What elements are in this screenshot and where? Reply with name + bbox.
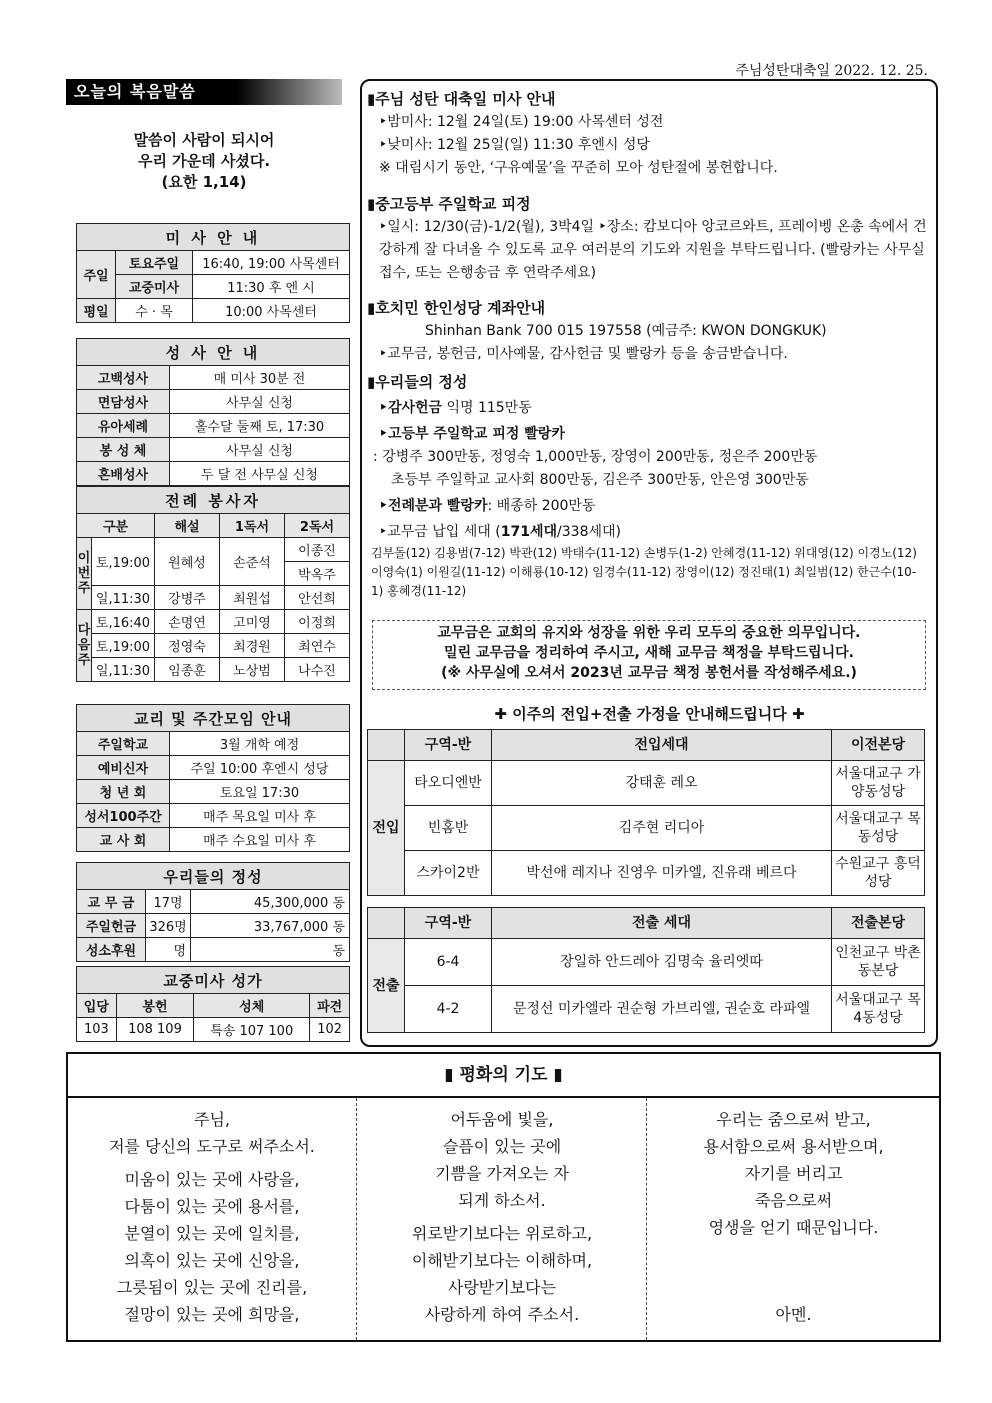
mass-time: 11:30 후 엔 시 bbox=[193, 275, 350, 299]
gifts-notice bbox=[367, 371, 932, 601]
offering-count: 326명 bbox=[146, 914, 191, 938]
notice-line: ※ 대림시기 동안, ‘구유예물’을 꾸준히 모아 성탄절에 봉헌합니다. bbox=[379, 160, 778, 176]
server-reader2: 박옥주 bbox=[285, 562, 350, 586]
server-time: 토,19:00 bbox=[92, 634, 155, 658]
dues-total: /338세대) bbox=[557, 524, 621, 540]
peace-prayer-box bbox=[66, 1052, 941, 1342]
server-reader1: 고미영 bbox=[220, 610, 285, 634]
move-out-col-header: 전출본당 bbox=[832, 908, 925, 939]
offering-amount: 동 bbox=[191, 938, 350, 962]
prayer-line: 되게 하소서. bbox=[458, 1191, 546, 1210]
prayer-line: 절망이 있는 곳에 희망을, bbox=[124, 1305, 300, 1324]
move-parish: 서울대교구 목4동성당 bbox=[832, 986, 925, 1033]
next-week-label: 다음주 bbox=[77, 610, 92, 682]
sacrament-kind: 혼배성사 bbox=[77, 462, 170, 486]
gifts-title: ▮우리들의 정성 bbox=[367, 373, 468, 391]
this-week-label: 이번주 bbox=[77, 538, 92, 610]
group-info: 토요일 17:30 bbox=[170, 780, 350, 804]
move-zone: 4-2 bbox=[405, 986, 492, 1033]
sacrament-info: 사무실 신청 bbox=[170, 438, 350, 462]
offering-amount: 33,767,000 동 bbox=[191, 914, 350, 938]
move-family: 문정선 미카엘라 권순형 가브리엘, 권순호 라파엘 bbox=[492, 986, 832, 1033]
bulletin-date: 주님성탄대축일 2022. 12. 25. bbox=[735, 63, 928, 79]
server-commentator: 강병주 bbox=[155, 586, 220, 610]
prayer-line: 용서함으로써 용서받으며, bbox=[703, 1137, 884, 1156]
move-out-col-header: 전출 세대 bbox=[492, 908, 832, 939]
group-info: 매주 수요일 미사 후 bbox=[170, 828, 350, 852]
server-reader2: 나수진 bbox=[285, 658, 350, 682]
server-commentator: 원혜성 bbox=[155, 538, 220, 586]
server-reader1: 손준석 bbox=[220, 538, 285, 586]
group-info: 3월 개학 예정 bbox=[170, 732, 350, 756]
account-notice-title: ▮호치민 한인성당 계좌안내 bbox=[367, 299, 546, 317]
prayer-column-3 bbox=[649, 1098, 938, 1340]
servers-col-header: 1독서 bbox=[220, 514, 285, 538]
dues-names: 김부돌(12) 김용범(7-12) 박관(12) 박태수(11-12) 손병두(1-2) 안혜경(11-12) 위대영(12) 이경노(12) 이영숙(1) 이원길(11-12) 이해룡(10-12) 임경수(11-12) 장영이(12) 정진태(1) 최일범(12) 한근수(10-1) 홍혜경(11-12) bbox=[371, 546, 917, 598]
prayer-line: 슬픔이 있는 곳에 bbox=[442, 1137, 562, 1156]
dues-label: ‣교무금 납입 세대 ( bbox=[379, 524, 501, 540]
server-time: 토,16:40 bbox=[92, 610, 155, 634]
account-note: ‣교무금, 봉헌금, 미사예물, 감사헌금 및 빨랑카 등을 송금받습니다. bbox=[379, 346, 788, 362]
prayer-line: 분열이 있는 곳에 일치를, bbox=[124, 1224, 300, 1243]
prayer-line: 다툼이 있는 곳에 용서를, bbox=[124, 1197, 300, 1216]
move-zone: 타오디엔반 bbox=[405, 761, 492, 806]
move-in-col-header: 구역-반 bbox=[405, 730, 492, 761]
move-family: 박선애 레지나 진영우 미카엘, 진유래 베르다 bbox=[492, 851, 832, 896]
server-reader2: 이정희 bbox=[285, 610, 350, 634]
sacrament-info: 사무실 신청 bbox=[170, 390, 350, 414]
move-family: 강태훈 레오 bbox=[492, 761, 832, 806]
hymn-number: 특송 107 100 bbox=[194, 1018, 310, 1042]
move-family: 김주현 리디아 bbox=[492, 806, 832, 851]
mass-kind: 교중미사 bbox=[116, 275, 193, 299]
dues-count: 171세대 bbox=[500, 524, 558, 540]
offerings-table bbox=[76, 862, 350, 962]
gospel-reference: (요한 1,14) bbox=[161, 173, 247, 191]
hymn-col-header: 봉헌 bbox=[116, 994, 193, 1018]
gospel-title: 오늘의 복음말씀 bbox=[74, 82, 196, 101]
servers-col-header: 해설 bbox=[155, 514, 220, 538]
move-zone: 빈홈반 bbox=[405, 806, 492, 851]
group-info: 주일 10:00 후엔시 성당 bbox=[170, 756, 350, 780]
offering-kind: 교 무 금 bbox=[77, 890, 146, 914]
hymn-number: 103 bbox=[77, 1018, 117, 1042]
retreat-notice bbox=[367, 193, 932, 285]
hymn-col-header: 입당 bbox=[77, 994, 117, 1018]
prayer-column-1 bbox=[68, 1098, 357, 1340]
move-out-label: 전출 bbox=[368, 939, 405, 1033]
move-out-table bbox=[367, 907, 925, 1033]
palanca-title: ‣고등부 주일학교 피정 빨랑카 bbox=[379, 426, 565, 442]
offering-count: 명 bbox=[146, 938, 191, 962]
bank-account: Shinhan Bank 700 015 197558 (예금주: KWON DONGKUK) bbox=[425, 323, 827, 339]
sacrament-table bbox=[76, 338, 350, 486]
offerings-title: 우리들의 정성 bbox=[77, 863, 350, 890]
prayer-line: 사랑하게 하여 주소서. bbox=[424, 1305, 580, 1324]
hymn-col-header: 성체 bbox=[194, 994, 310, 1018]
palanca-line: : 강병주 300만동, 정영숙 1,000만동, 장영이 200만동, 정은주 200만동 bbox=[373, 449, 818, 465]
dues-reminder-box bbox=[372, 620, 926, 690]
hymns-table bbox=[76, 966, 350, 1042]
moves-title: ✚ 이주의 전입+전출 가정을 안내해드립니다 ✚ bbox=[494, 705, 805, 723]
move-family: 장일하 안드레아 김명숙 율리엣따 bbox=[492, 939, 832, 986]
server-reader1: 최경원 bbox=[220, 634, 285, 658]
thanks-offering-value: 익명 115만동 bbox=[442, 400, 532, 416]
move-parish: 서울대교구 가양동성당 bbox=[832, 761, 925, 806]
sacrament-kind: 면담성사 bbox=[77, 390, 170, 414]
thanks-offering-label: ‣감사헌금 bbox=[379, 400, 443, 416]
prayer-line: 사랑받기보다는 bbox=[447, 1278, 557, 1297]
prayer-line: 주님, bbox=[194, 1110, 230, 1129]
prayer-line: 위로받기보다는 위로하고, bbox=[411, 1224, 593, 1243]
mass-time: 16:40, 19:00 사목센터 bbox=[193, 251, 350, 275]
christmas-mass-notice bbox=[367, 88, 932, 180]
gospel-line: 우리 가운데 사셨다. bbox=[137, 152, 271, 170]
hymns-title: 교중미사 성가 bbox=[77, 967, 350, 994]
sacrament-info: 매 미사 30분 전 bbox=[170, 366, 350, 390]
prayer-line: 의혹이 있는 곳에 신앙을, bbox=[124, 1251, 300, 1270]
palanca-line: 초등부 주일학교 교사회 800만동, 김은주 300만동, 안은영 300만동 bbox=[391, 472, 809, 488]
offering-amount: 45,300,000 동 bbox=[191, 890, 350, 914]
prayer-line: 영생을 얻기 때문입니다. bbox=[708, 1218, 879, 1237]
gospel-verse bbox=[66, 130, 342, 193]
move-parish: 수원교구 흥덕성당 bbox=[832, 851, 925, 896]
servers-col-header: 구분 bbox=[77, 514, 155, 538]
retreat-notice-text: ‣일시: 12/30(금)-1/2(월), 3박4일 ‣장소: 캄보디아 앙코르와트, 프레이벵 온총 속에서 건강하게 잘 다녀올 수 있도록 교우 여러분의 기도와 지원을 부탁드립니다. (빨랑카는 사무실 접수, 또는 은행송금 후 연락주세요) bbox=[379, 219, 927, 281]
servers-col-header: 2독서 bbox=[285, 514, 350, 538]
group-name: 청 년 회 bbox=[77, 780, 170, 804]
prayer-line: 우리는 줌으로써 받고, bbox=[716, 1110, 871, 1129]
group-name: 주일학교 bbox=[77, 732, 170, 756]
dues-reminder-line: (※ 사무실에 오셔서 2023년 교무금 책정 봉헌서를 작성해주세요.) bbox=[441, 665, 857, 681]
server-time: 일,11:30 bbox=[92, 658, 155, 682]
gospel-line: 말씀이 사람이 되시어 bbox=[133, 131, 275, 149]
server-commentator: 정영숙 bbox=[155, 634, 220, 658]
prayer-line: 어두움에 빛을, bbox=[450, 1110, 554, 1129]
liturgy-palanca-value: : 배종하 200만동 bbox=[487, 498, 596, 514]
prayer-line: 기쁨을 가져오는 자 bbox=[435, 1164, 569, 1183]
prayer-line: 죽음으로써 bbox=[754, 1191, 833, 1210]
sacrament-title: 성 사 안 내 bbox=[77, 339, 350, 366]
prayer-line: 그릇됨이 있는 곳에 진리를, bbox=[116, 1278, 308, 1297]
prayer-title: ▮ 평화의 기도 ▮ bbox=[68, 1054, 939, 1098]
mass-group-weekday: 평일 bbox=[77, 299, 116, 323]
gospel-title-bar bbox=[66, 79, 342, 105]
servers-title: 전례 봉사자 bbox=[77, 487, 350, 514]
move-in-col-header: 전입세대 bbox=[492, 730, 832, 761]
prayer-line: 미움이 있는 곳에 사랑을, bbox=[124, 1170, 300, 1189]
liturgy-palanca-label: ‣전례분과 빨랑카 bbox=[379, 498, 488, 514]
hymn-number: 102 bbox=[310, 1018, 350, 1042]
move-parish: 서울대교구 목동성당 bbox=[832, 806, 925, 851]
mass-time: 10:00 사목센터 bbox=[193, 299, 350, 323]
weekly-groups-table bbox=[76, 704, 350, 852]
notice-line: ‣낮미사: 12월 25일(일) 11:30 후엔시 성당 bbox=[379, 137, 650, 153]
hymn-col-header: 파견 bbox=[310, 994, 350, 1018]
offering-count: 17명 bbox=[146, 890, 191, 914]
mass-schedule-title: 미 사 안 내 bbox=[77, 224, 350, 251]
prayer-line: 이해받기보다는 이해하며, bbox=[411, 1251, 593, 1270]
group-name: 예비신자 bbox=[77, 756, 170, 780]
retreat-notice-title: ▮중고등부 주일학교 피정 bbox=[367, 195, 531, 213]
move-in-table bbox=[367, 729, 925, 896]
mass-schedule-table bbox=[76, 223, 350, 323]
move-zone: 6-4 bbox=[405, 939, 492, 986]
move-zone: 스카이2반 bbox=[405, 851, 492, 896]
move-out-col-header: 구역-반 bbox=[405, 908, 492, 939]
offering-kind: 성소후원 bbox=[77, 938, 146, 962]
server-time: 토,19:00 bbox=[92, 538, 155, 586]
group-info: 매주 목요일 미사 후 bbox=[170, 804, 350, 828]
move-parish: 인천교구 박촌동본당 bbox=[832, 939, 925, 986]
move-in-label: 전입 bbox=[368, 761, 405, 896]
sacrament-info: 홀수달 둘째 토, 17:30 bbox=[170, 414, 350, 438]
liturgy-servers-table bbox=[76, 486, 350, 682]
christmas-notice-title: ▮주님 성탄 대축일 미사 안내 bbox=[367, 90, 556, 108]
offering-kind: 주일헌금 bbox=[77, 914, 146, 938]
groups-title: 교리 및 주간모임 안내 bbox=[77, 705, 350, 732]
move-in-col-header: 이전본당 bbox=[832, 730, 925, 761]
group-name: 성서100주간 bbox=[77, 804, 170, 828]
mass-group-sunday: 주일 bbox=[77, 251, 116, 299]
mass-kind: 토요주일 bbox=[116, 251, 193, 275]
prayer-column-2 bbox=[358, 1098, 647, 1340]
server-commentator: 임종훈 bbox=[155, 658, 220, 682]
notice-line: ‣밤미사: 12월 24일(토) 19:00 사목센터 성전 bbox=[379, 114, 664, 130]
server-reader2: 최연수 bbox=[285, 634, 350, 658]
sacrament-kind: 고백성사 bbox=[77, 366, 170, 390]
hymn-number: 108 109 bbox=[116, 1018, 193, 1042]
dues-reminder-line: 밀린 교무금을 정리하여 주시고, 새해 교무금 책정을 부탁드립니다. bbox=[444, 645, 854, 661]
dues-reminder-line: 교무금은 교회의 유지와 성장을 위한 우리 모두의 중요한 의무입니다. bbox=[437, 625, 861, 641]
prayer-line: 저를 당신의 도구로 써주소서. bbox=[109, 1137, 315, 1156]
prayer-line: 자기를 버리고 bbox=[744, 1164, 843, 1183]
server-reader1: 최원섭 bbox=[220, 586, 285, 610]
server-reader1: 노상범 bbox=[220, 658, 285, 682]
sacrament-kind: 유아세례 bbox=[77, 414, 170, 438]
sacrament-info: 두 달 전 사무실 신청 bbox=[170, 462, 350, 486]
server-reader2: 이종진 bbox=[285, 538, 350, 562]
server-commentator: 손명연 bbox=[155, 610, 220, 634]
prayer-amen: 아멘. bbox=[775, 1305, 812, 1324]
server-reader2: 안선희 bbox=[285, 586, 350, 610]
server-time: 일,11:30 bbox=[92, 586, 155, 610]
group-name: 교 사 회 bbox=[77, 828, 170, 852]
mass-kind: 수 · 목 bbox=[116, 299, 193, 323]
sacrament-kind: 봉 성 체 bbox=[77, 438, 170, 462]
account-notice bbox=[367, 297, 932, 366]
